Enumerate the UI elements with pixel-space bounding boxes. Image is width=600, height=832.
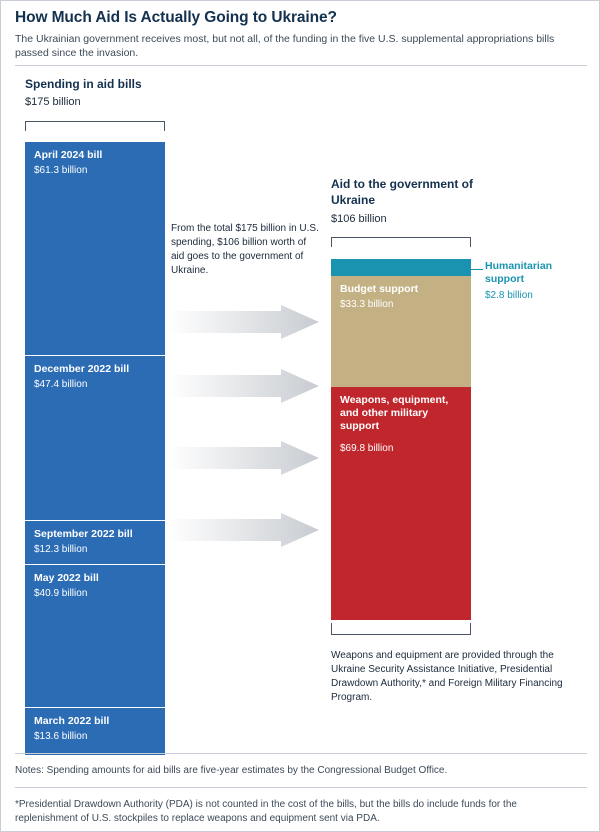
weapons-bracket: [331, 623, 471, 635]
flow-arrow-4: [169, 513, 319, 547]
right-stack-heading: Aid to the government of Ukraine: [331, 177, 473, 207]
left-stack-total: $175 billion: [25, 96, 81, 108]
footer-divider-top: [15, 753, 587, 754]
humanitarian-leader-line: [471, 269, 483, 270]
bar-segment-september-2022: September 2022 bill $12.3 billion: [25, 521, 165, 564]
right-bracket: [331, 237, 471, 247]
bar-segment-december-2022: December 2022 bill $47.4 billion: [25, 356, 165, 520]
ukraine-aid-stack: [331, 259, 471, 620]
right-stack-total: $106 billion: [331, 213, 387, 225]
left-stack-heading: Spending in aid bills: [25, 77, 142, 91]
weapons-annotation: Weapons and equipment are provided through the Ukraine Security Assistance Initiative, Presidential Drawdown Authority,* and Foreign Military Financing Program.: [331, 650, 563, 703]
bar-segment-humanitarian: [331, 259, 471, 276]
footer-note-1: Notes: Spending amounts for aid bills are five-year estimates by the Congressional Budget Office.: [15, 765, 448, 776]
bar-segment-march-2022: March 2022 bill $13.6 billion: [25, 708, 165, 755]
footer-divider-bottom: [15, 787, 587, 788]
flow-arrow-3: [169, 441, 319, 475]
footer-note-2: *Presidential Drawdown Authority (PDA) is not counted in the cost of the bills, but the bills do include funds for the replenishment of U.S. stockpiles to replace weapons and equipment sent via PDA.: [15, 799, 517, 824]
page-subtitle: The Ukrainian government receives most, but not all, of the funding in the five U.S. supplemental appropriations bills passed since the invasion.: [15, 33, 555, 59]
left-bracket: [25, 121, 165, 131]
humanitarian-value: $2.8 billion: [485, 290, 533, 301]
bar-segment-weapons: Weapons, equipment, and other military support $69.8 billion: [331, 387, 471, 620]
spending-bills-stack: [25, 142, 165, 755]
header-divider: [15, 65, 587, 66]
bar-segment-budget-support: Budget support $33.3 billion: [331, 276, 471, 387]
flow-arrow-2: [169, 369, 319, 403]
flow-annotation: From the total $175 billion in U.S. spending, $106 billion worth of aid goes to the government of Ukraine.: [171, 223, 319, 276]
bar-segment-april-2024: April 2024 bill $61.3 billion: [25, 142, 165, 355]
bar-segment-may-2022: May 2022 bill $40.9 billion: [25, 565, 165, 707]
page-title: How Much Aid Is Actually Going to Ukraine?: [15, 9, 337, 26]
humanitarian-label: Humanitarian support: [485, 260, 553, 285]
flow-arrow-1: [169, 305, 319, 339]
